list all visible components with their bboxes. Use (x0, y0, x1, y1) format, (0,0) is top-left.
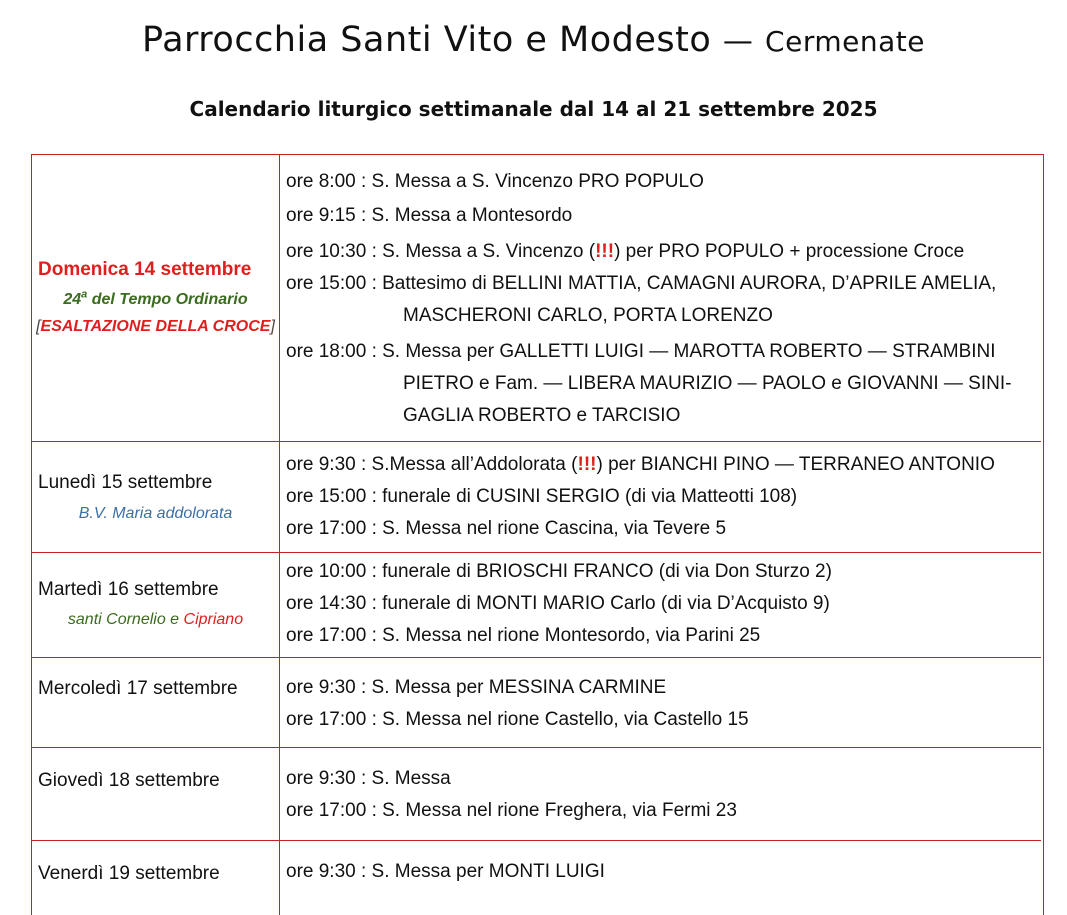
day-name: Giovedì 18 settembre (38, 770, 220, 791)
events-cell (280, 841, 1041, 915)
event-line: ore 9:30 : S. Messa (286, 768, 451, 789)
event-line: ore 10:30 : S. Messa a S. Vincenzo (!!!) per PRO POPULO + processione Croce (286, 241, 965, 262)
event-line: ore 10:00 : funerale di BRIOSCHI FRANCO (di via Don Sturzo 2) (286, 561, 832, 582)
day-name: Domenica 14 settembre (38, 259, 252, 280)
event-line-continued: GAGLIA ROBERTO e TARCISIO (403, 405, 681, 426)
day-name: Martedì 16 settembre (38, 579, 219, 600)
saint-name: B.V. Maria addolorata (78, 505, 233, 522)
day-name: Venerdì 19 settembre (38, 863, 220, 884)
feast-name: [ESALTAZIONE DELLA CROCE] (36, 318, 275, 335)
day-cell (32, 155, 280, 441)
day-cell (32, 841, 280, 915)
event-line: ore 9:15 : S. Messa a Montesordo (286, 205, 573, 226)
title-main: Parrocchia Santi Vito e Modesto (142, 20, 712, 60)
table-row-thursday (32, 748, 1041, 841)
parish-title (0, 20, 1067, 60)
event-line: ore 17:00 : S. Messa nel rione Castello, via Castello 15 (286, 709, 749, 730)
schedule-table (31, 154, 1044, 915)
table-row-friday (32, 841, 1041, 915)
event-line: ore 17:00 : S. Messa nel rione Freghera, via Fermi 23 (286, 800, 737, 821)
table-row-monday (32, 442, 1041, 553)
calendar-subtitle: Calendario liturgico settimanale dal 14 al 21 settembre 2025 (189, 97, 878, 121)
table-row-tuesday (32, 553, 1041, 658)
event-line: ore 8:00 : S. Messa a S. Vincenzo PRO POPULO (286, 171, 704, 192)
event-line: ore 17:00 : S. Messa nel rione Cascina, via Tevere 5 (286, 518, 727, 539)
table-row-wednesday (32, 658, 1041, 748)
event-line-continued: MASCHERONI CARLO, PORTA LORENZO (403, 305, 773, 326)
table-row-sunday (32, 155, 1041, 442)
saint-name: santi Cornelio e Cipriano (67, 611, 244, 628)
day-cell (32, 658, 280, 747)
events-cell (280, 553, 1041, 657)
day-cell (32, 553, 280, 657)
events-cell (280, 748, 1041, 840)
events-cell (280, 442, 1041, 552)
event-line: ore 18:00 : S. Messa per GALLETTI LUIGI — MAROTTA ROBERTO — STRAMBINI (286, 341, 996, 362)
events-cell (280, 658, 1041, 747)
title-town: Cermenate (765, 25, 925, 58)
event-line: ore 14:30 : funerale di MONTI MARIO Carlo (di via D’Acquisto 9) (286, 593, 830, 614)
exclamation-mark: !!! (577, 454, 597, 475)
day-name: Mercoledì 17 settembre (38, 678, 238, 699)
event-line-continued: PIETRO e Fam. — LIBERA MAURIZIO — PAOLO e GIOVANNI — SINI- (403, 373, 1012, 394)
day-cell (32, 442, 280, 552)
event-line: ore 9:30 : S.Messa all’Addolorata (!!!) per BIANCHI PINO — TERRANEO ANTONIO (286, 454, 995, 475)
title-separator: — (722, 24, 754, 59)
event-line: ore 9:30 : S. Messa per MONTI LUIGI (286, 861, 605, 882)
event-line: ore 15:00 : funerale di CUSINI SERGIO (di via Matteotti 108) (286, 486, 798, 507)
day-name: Lunedì 15 settembre (38, 472, 213, 493)
event-line: ore 15:00 : Battesimo di BELLINI MATTIA, CAMAGNI AURORA, D’APRILE AMELIA, (286, 273, 997, 294)
exclamation-mark: !!! (595, 241, 615, 262)
day-cell (32, 748, 280, 840)
liturgical-time: 24$^a$ del Tempo Ordinario (63, 288, 248, 308)
events-cell (280, 155, 1041, 441)
event-line: ore 17:00 : S. Messa nel rione Montesordo, via Parini 25 (286, 625, 761, 646)
event-line: ore 9:30 : S. Messa per MESSINA CARMINE (286, 677, 667, 698)
